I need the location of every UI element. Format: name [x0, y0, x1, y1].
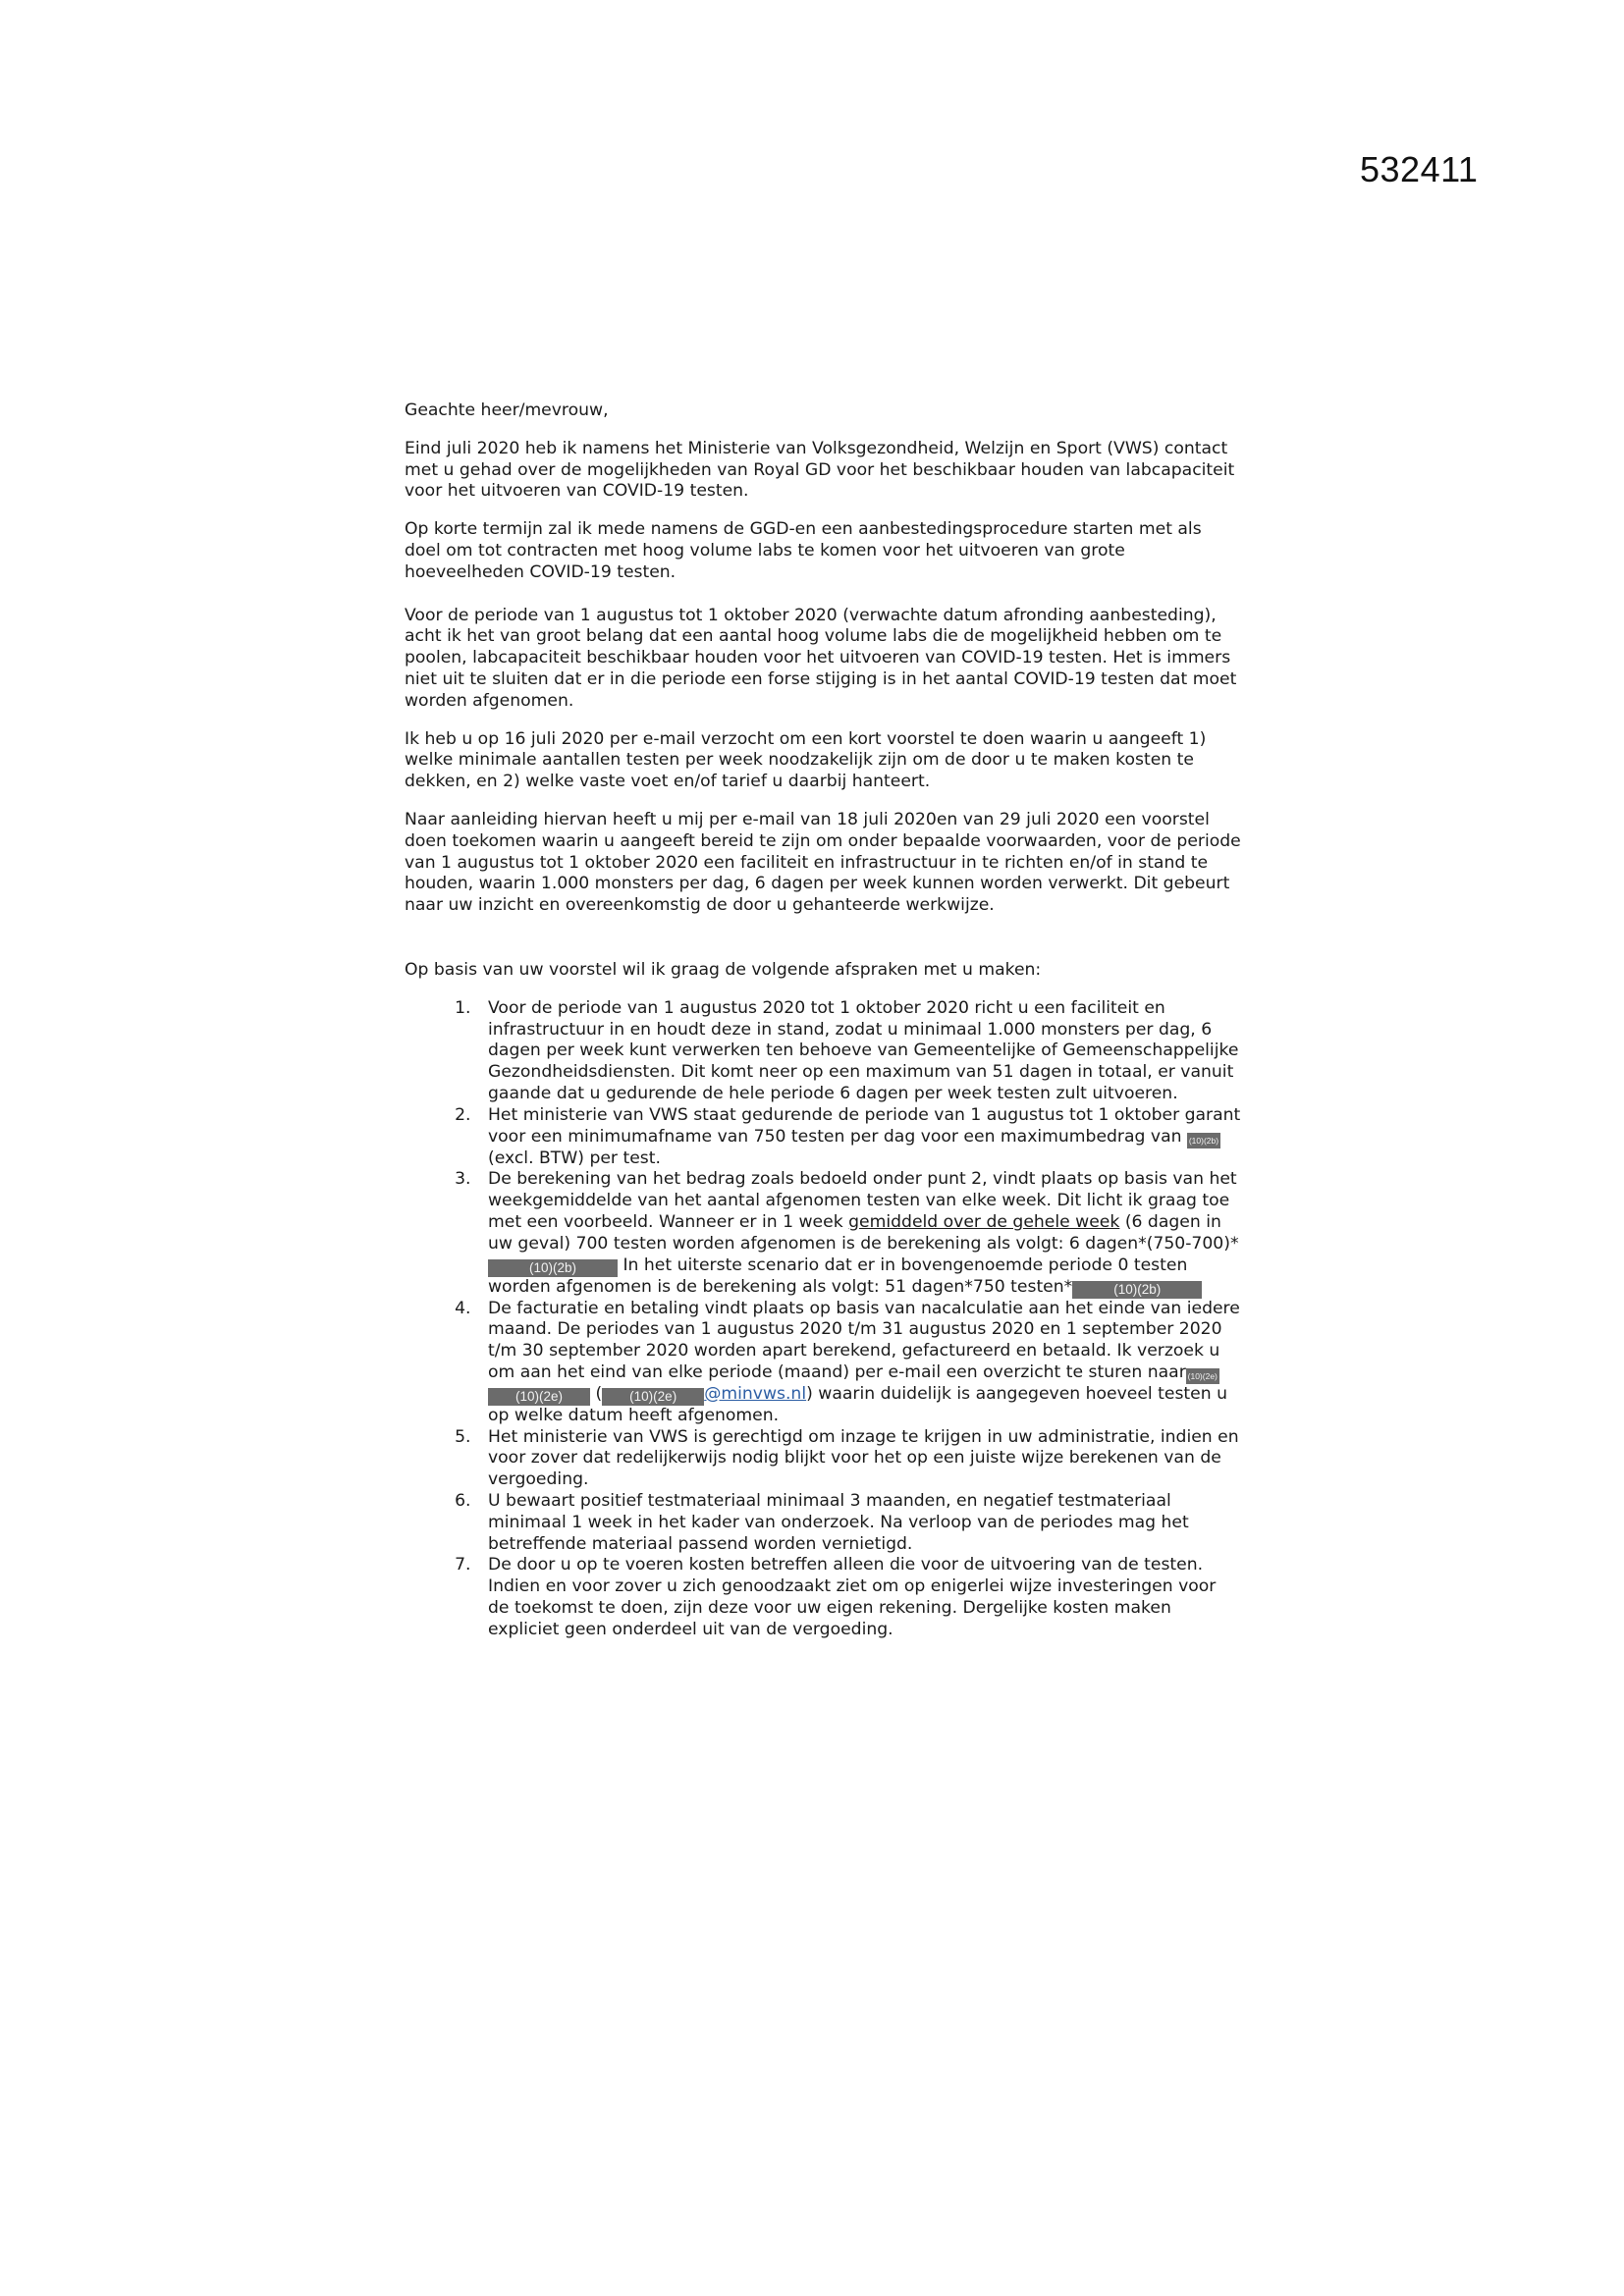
list-item-costs — [476, 1555, 1241, 1640]
list-item-guarantee — [476, 1105, 1241, 1170]
paragraph-contact: Eind juli 2020 heb ik namens het Ministerie van Volksgezondheid, Welzijn en Sport (VWS) contact met u gehad over de mogelijkheden van Royal GD voor het beschikbaar houden van labcapaciteit voor het uitvoeren van COVID-19 testen. — [405, 438, 1235, 502]
item-text: ( — [595, 1383, 603, 1404]
redaction-box: (10)(2e) — [1186, 1368, 1219, 1384]
item-text: Voor de periode van 1 augustus 2020 tot 1 oktober 2020 richt u een faciliteit en infrastructuur in en houdt deze in stand, zodat u minimaal 1.000 monsters per dag, 6 dagen per week kunt verwerken ten behoeve van Gemeentelijke of Gemeenschappelijke Gezondheidsdiensten. Dit komt neer op een maximum van 51 dagen in totaal, er vanuit gaande dat u gedurende de hele periode 6 dagen per week testen zult uitvoeren. — [488, 997, 1239, 1103]
agreements-list — [405, 998, 1241, 1641]
paragraph-list-intro: Op basis van uw voorstel wil ik graag de volgende afspraken met u maken: — [405, 959, 1042, 980]
item-text: Het ministerie van VWS staat gedurende de periode van 1 augustus tot 1 oktober garant voor een minimumafname van 750 testen per dag voor een maximumbedrag van — [488, 1104, 1241, 1147]
item-text: De facturatie en betaling vindt plaats op basis van nacalculatie aan het einde van iedere maand. De periodes van 1 augustus 2020 t/m 31 augustus 2020 en 1 september 2020 t/m 30 september 2020 worden apart berekend, gefactureerd en betaald. Ik verzoek u om aan het eind van elke periode (maand) per e-mail een overzicht te sturen naar — [488, 1298, 1240, 1382]
paragraph-tender: Op korte termijn zal ik mede namens de GGD-en een aanbestedingsprocedure starten met als doel om tot contracten met hoog volume labs te komen voor het uitvoeren van grote hoeveelheden COVID-19 testen. — [405, 519, 1202, 582]
redaction-box: (10)(2b) — [1187, 1133, 1220, 1148]
list-item-facility — [476, 998, 1241, 1105]
email-link[interactable]: @minvws.nl — [704, 1383, 807, 1404]
item-text: ) waarin duidelijk is aangegeven hoeveel testen u op welke datum heeft afgenomen. — [488, 1383, 1227, 1425]
redaction-box: (10)(2e) — [488, 1388, 590, 1406]
document-number: 532411 — [1360, 149, 1479, 189]
letter-body — [405, 400, 1241, 1641]
redaction-box: (10)(2b) — [1072, 1281, 1202, 1299]
paragraph-request: Ik heb u op 16 juli 2020 per e-mail verzocht om een kort voorstel te doen waarin u aangeeft 1) welke minimale aantallen testen per week noodzakelijk zijn om de door u te maken kosten te dekken, en 2) welke vaste voet en/of tarief u daarbij hanteert. — [405, 728, 1207, 792]
list-item-invoicing — [476, 1299, 1241, 1427]
item-text: (6 dagen in uw geval) 700 testen worden afgenomen is de berekening als volgt: 6 dagen*(750-700)* — [488, 1211, 1239, 1254]
salutation: Geachte heer/mevrouw, — [405, 400, 609, 420]
underlined-phrase: gemiddeld over de gehele week — [848, 1211, 1120, 1232]
paragraph-period: Voor de periode van 1 augustus tot 1 oktober 2020 (verwachte datum afronding aanbesteding), acht ik het van groot belang dat een aantal hoog volume labs die de mogelijkheid hebben om te poolen, labcapaciteit beschikbaar houden voor het uitvoeren van COVID-19 testen. Het is immers niet uit te sluiten dat er in die periode een forse stijging is in het aantal COVID-19 testen dat moet worden afgenomen. — [405, 605, 1237, 711]
item-text: (excl. BTW) per test. — [488, 1148, 661, 1168]
redaction-box: (10)(2e) — [602, 1388, 704, 1406]
item-text: De berekening van het bedrag zoals bedoeld onder punt 2, vindt plaats op basis van het weekgemiddelde van het aantal afgenomen testen van elke week. Dit licht ik graag toe met een voorbeeld. Wanneer er in 1 week — [488, 1169, 1237, 1232]
item-text: In het uiterste scenario dat er in bovengenoemde periode 0 testen worden afgenomen is de berekening als volgt: 51 dagen*750 testen* — [488, 1255, 1188, 1297]
item-text: Het ministerie van VWS is gerechtigd om inzage te krijgen in uw administratie, indien en voor zover dat redelijkerwijs nodig blijkt voor het op een juiste wijze berekenen van de vergoeding. — [488, 1426, 1239, 1490]
item-text: U bewaart positief testmateriaal minimaal 3 maanden, en negatief testmateriaal minimaal 1 week in het kader van onderzoek. Na verloop van de periodes mag het betreffende materiaal passend worden vernietigd. — [488, 1491, 1189, 1554]
item-text: De door u op te voeren kosten betreffen alleen die voor de uitvoering van de testen. Indien en voor zover u zich genoodzaakt ziet om op enigerlei wijze investeringen voor de toekomst te doen, zijn deze voor uw eigen rekening. Dergelijke kosten maken expliciet geen onderdeel uit van de vergoeding. — [488, 1555, 1217, 1639]
list-item-inspection — [476, 1427, 1241, 1491]
list-item-retention — [476, 1491, 1241, 1555]
paragraph-proposal: Naar aanleiding hiervan heeft u mij per e-mail van 18 juli 2020en van 29 juli 2020 een voorstel doen toekomen waarin u aangeeft bereid te zijn om onder bepaalde voorwaarden, voor de periode van 1 augustus tot 1 oktober 2020 een faciliteit en infrastructuur in te richten en/of in stand te houden, waarin 1.000 monsters per dag, 6 dagen per week kunnen worden verwerkt. Dit gebeurt naar uw inzicht en overeenkomstig de door u gehanteerde werkwijze. — [405, 809, 1241, 916]
redaction-box: (10)(2b) — [488, 1259, 618, 1277]
list-item-calculation — [476, 1169, 1241, 1298]
